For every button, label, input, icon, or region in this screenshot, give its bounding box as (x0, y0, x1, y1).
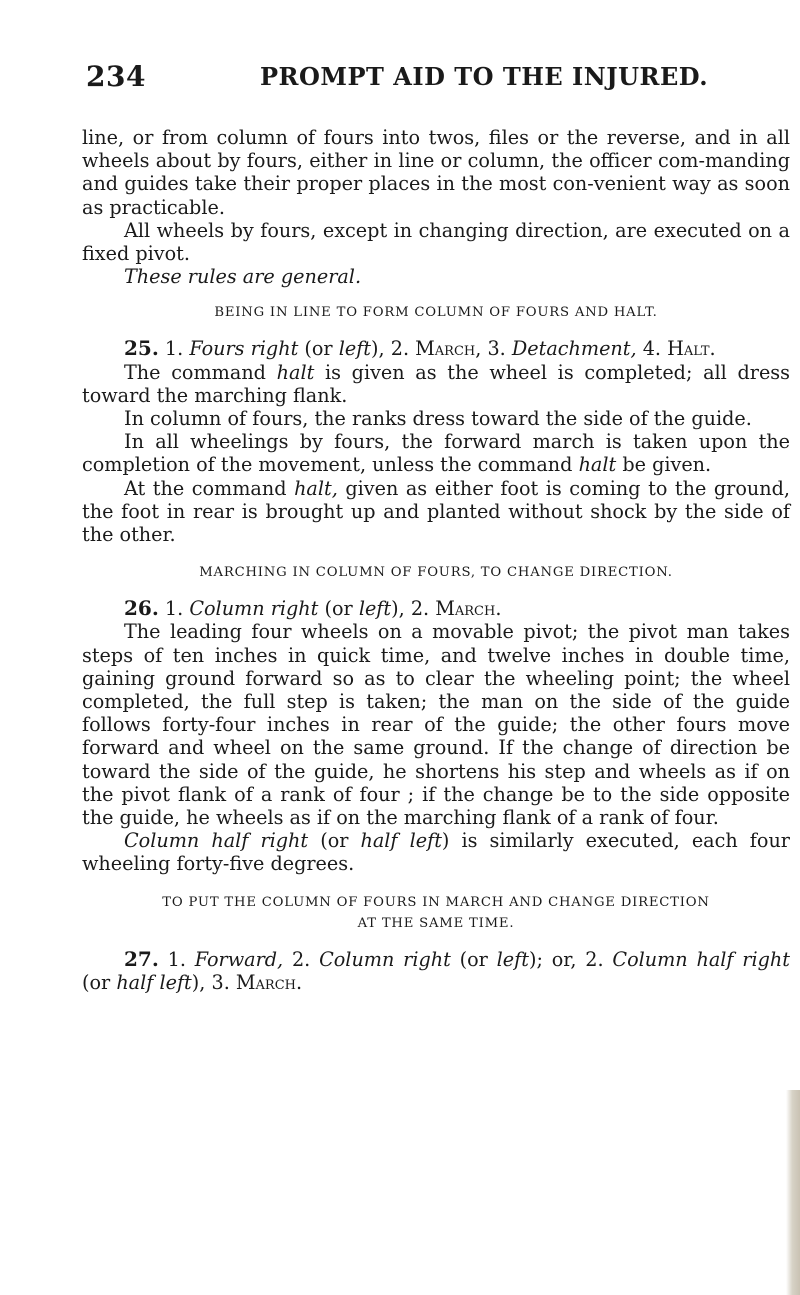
section-number-26: 26. (124, 596, 159, 621)
paragraph-continuation: line, or from column of fours into twos, files or the reverse, and in all wheels about by fours, either in line or column, the officer com-manding and guides take their proper places in the most con-venient way as soon as practicable. (82, 126, 790, 219)
paragraph-halt-command: The command halt is given as the wheel is completed; all dress toward the marching flank. (82, 360, 790, 407)
section-heading-change-direction: MARCHING IN COLUMN OF FOURS, TO CHANGE DIRECTION. (199, 565, 673, 581)
section-27-commands: 27. 1. Forward, 2. Column right (or left); or, 2. Column half right (or half left), 3. March. (82, 946, 790, 994)
running-head: PROMPT AID TO THE INJURED. (260, 62, 709, 91)
page-header (86, 60, 786, 100)
section-heading-march-and-change: TO PUT THE COLUMN OF FOURS IN MARCH AND CHANGE DIRECTION AT THE SAME TIME. (162, 894, 710, 931)
paragraph-forward-march: In all wheelings by fours, the forward march is taken upon the completion of the movement, unless the command halt be given. (82, 430, 790, 477)
section-25-commands: 25. 1. Fours right (or left), 2. March, 3. Detachment, 4. Halt. (124, 336, 716, 361)
paragraph-leading-four: The leading four wheels on a movable pivot; the pivot man takes steps of ten inches in quick time, and twelve inches in double time, gaining ground forward so as to clear the wheeling point; the wheel completed, the full step is taken; the man on the side of the guide follows forty-four inches in rear of the guide; the other fours move forward and wheel on the same ground. If the change of direction be toward the side of the guide, he shortens his step and wheels as if on the pivot flank of a rank of four ; if the change be to the side opposite the guide, he wheels as if on the marching flank of a rank of four. (82, 620, 790, 830)
paragraph-fixed-pivot: All wheels by fours, except in changing direction, are executed on a fixed pivot. (82, 218, 790, 266)
section-number-27: 27. (124, 946, 159, 971)
page-number: 234 (86, 60, 146, 93)
section-26-commands: 26. 1. Column right (or left), 2. March. (124, 596, 502, 621)
page-edge-shadow (786, 1090, 800, 1295)
section-number-25: 25. (124, 336, 159, 361)
section-heading-form-column: BEING IN LINE TO FORM COLUMN OF FOURS AND HALT. (214, 305, 658, 321)
paragraph-ranks-dress: In column of fours, the ranks dress toward the side of the guide. (124, 407, 752, 431)
page-body (82, 126, 790, 994)
paragraph-column-half-right: Column half right (or half left) is similarly executed, each four wheeling forty-five degrees. (82, 829, 790, 876)
paragraph-at-command-halt: At the command halt, given as either foot is coming to the ground, the foot in rear is brought up and planted without shock by the side of the other. (82, 476, 790, 547)
paragraph-rules-general (82, 265, 790, 288)
rules-general-text: These rules are general. (124, 265, 362, 289)
